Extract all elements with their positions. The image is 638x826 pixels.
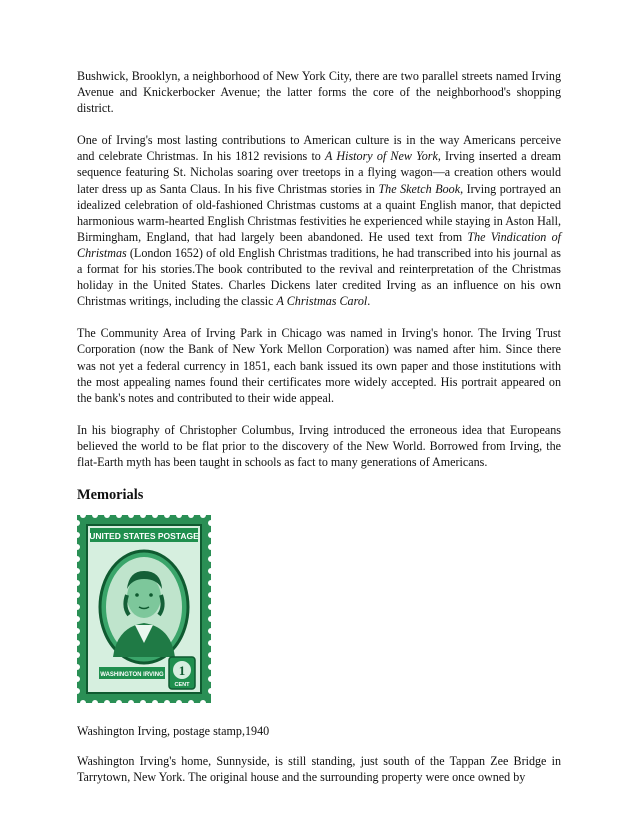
stamp-value-text: 1 <box>178 663 186 679</box>
paragraph-bushwick: Bushwick, Brooklyn, a neighborhood of New York City, there are two parallel streets named Irving Avenue and Knickerbocker Avenue; the latter forms the core of the neighborhood's shopping district. <box>77 69 561 116</box>
paragraph-sunnyside: Washington Irving's home, Sunnyside, is still standing, just south of the Tappan Zee Bridge in Tarrytown, New York. The original house and the surrounding property were once owned by <box>77 754 561 785</box>
text-run: . <box>367 294 371 309</box>
text-run: (London 1652) of old English Christmas traditions, he had transcribed into his journal as a format for his stories.The book contributed to the revival and reinterpretation of the Christmas holiday in the United States. Charles Dickens later credited Irving as an influence on his own Christmas writings, including the classic <box>77 245 561 309</box>
book-title-history-of-new-york: A History of New York <box>325 149 438 164</box>
stamp-caption: Washington Irving, postage stamp,1940 <box>77 724 270 739</box>
section-heading-memorials: Memorials <box>77 487 144 504</box>
text-run: , Irving inserted a dream sequence featuring St. Nicholas soaring over treetops in a flying wagon—a creation others would later dress up as Santa Claus. In his five Christmas stories in <box>77 149 561 196</box>
postage-stamp-image <box>77 515 211 703</box>
text-run: One of Irving's most lasting contributions to American culture is in the way Americans perceive and celebrate Christmas. In his 1812 revisions to <box>77 133 561 164</box>
text-run: , Irving portrayed an idealized celebration of old-fashioned Christmas customs at a quaint English manor, that depicted harmonious warm-hearted English Christmas festivities he experienced while staying in Aston Hall, Birmingham, England, that had largely been abandoned. He used text from <box>77 181 562 244</box>
stamp-top-text: UNITED STATES POSTAGE <box>89 531 199 542</box>
stamp-illustration <box>77 515 211 703</box>
paragraph-irving-park: The Community Area of Irving Park in Chicago was named in Irving's honor. The Irving Trust Corporation (now the Bank of New York Mellon Corporation) was named after him. Since there was not yet a federal currency in 1851, each bank issued its own paper and those institutions with the most appealing names found their certificates more widely accepted. His portrait appeared on the bank's notes and contributed to their wide appeal. <box>77 326 561 405</box>
stamp-name-text: WASHINGTON IRVING <box>100 672 164 679</box>
book-title-christmas-carol: A Christmas Carol <box>276 294 368 309</box>
book-title-sketch-book: The Sketch Book <box>378 181 461 196</box>
stamp-cent-text: CENT <box>174 682 190 689</box>
document-page <box>77 68 561 785</box>
paragraph-columbus: In his biography of Christopher Columbus, Irving introduced the erroneous idea that Europeans believed the world to be flat prior to the discovery of the New World. Borrowed from Irving, the flat-Earth myth has been taught in schools as fact to many generations of Americans. <box>77 422 561 469</box>
book-title-vindication-of-christmas: The Vindication of Christmas <box>77 229 561 260</box>
paragraph-christmas <box>77 132 561 309</box>
